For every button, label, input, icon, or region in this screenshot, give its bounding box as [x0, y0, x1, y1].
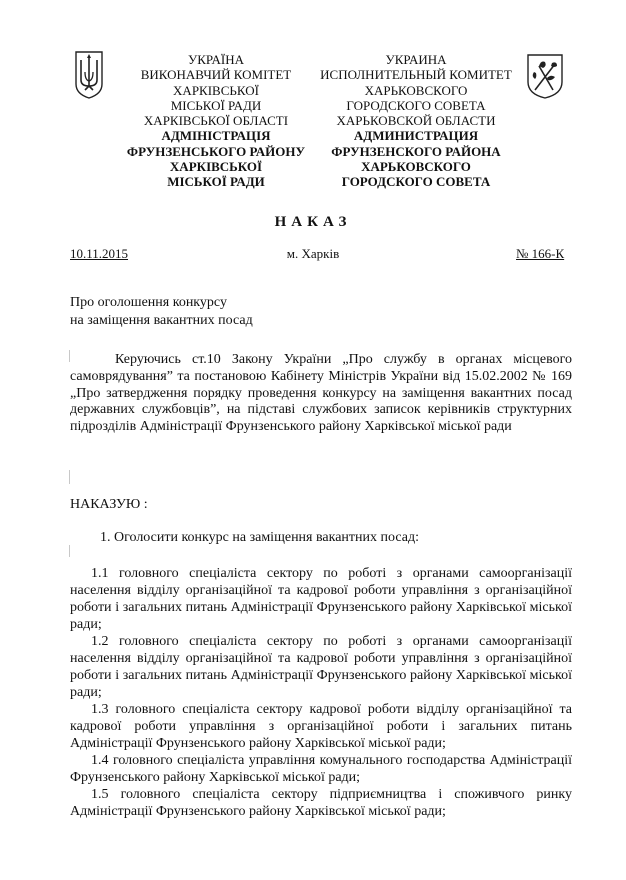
header-line: УКРАЇНА [188, 52, 244, 67]
header-line: ХАРКІВСЬКОЇ ОБЛАСТІ [143, 113, 289, 129]
order-sub-item: 1.1 головного спеціаліста сектору по роботі з органами самоорганізації населення відділу організаційної та кадрової роботи управління з організаційної роботи і загальних питань Адміністрації Фрунзенського району Харківської міської ради; [70, 566, 572, 632]
subject-line: Про оголошення конкурсу [70, 295, 227, 310]
header-line: АДМІНІСТРАЦІЯ [161, 128, 271, 144]
header-line: ГОРОДСКОГО СОВЕТА [346, 97, 486, 113]
header-line: ФРУНЗЕНСЬКОГО РАЙОНУ [126, 143, 306, 159]
header-line: ВИКОНАВЧИЙ КОМІТЕТ [140, 67, 292, 83]
header-line: ГОРОДСКОГО СОВЕТА [341, 174, 491, 190]
header-line: ФРУНЗЕНСКОГО РАЙОНА [331, 143, 501, 159]
preamble-text: Керуючись ст.10 Закону України „Про службу в органах місцевого самоврядування” та постановою Кабінету Міністрів України від 15.02.2002 № 169 „Про затвердження порядку проведення конкурсу на заміщення вакантних посад державних службовців”, на підставі службових записок керівників структурних підрозділів Адміністрації Фрунзенського району Харківської міської ради [70, 352, 572, 435]
preamble-paragraph [70, 352, 572, 436]
order-sub-item: 1.3 головного спеціаліста сектору кадрової роботи відділу організаційної та кадрової роботи управління з організаційної роботи і загальних питань Адміністрації Фрунзенського району Харківської міської ради; [70, 702, 572, 751]
document-subject [70, 294, 253, 329]
document-date: 10.11.2015 [70, 246, 129, 261]
order-sub-item: 1.5 головного спеціаліста сектору підприємництва і споживчого ринку Адміністрації Фрунзенського району Харківської міської ради; [70, 787, 572, 819]
order-heading: НАКАЗУЮ : [70, 497, 148, 512]
document-title: НАКАЗ [274, 214, 352, 230]
document-city: м. Харків [286, 246, 340, 261]
header-russian [316, 52, 516, 190]
header-line: ХАРЬКОВСКОГО [361, 159, 471, 175]
trident-coat-of-arms-icon [74, 50, 104, 100]
kharkiv-coat-of-arms-icon [525, 52, 565, 100]
order-sub-item: 1.4 головного спеціаліста управління комунального господарства Адміністрації Фрунзенського району Харківської міської ради; [70, 753, 572, 785]
header-line: ХАРЬКОВСКОГО [364, 82, 468, 98]
order-sub-item: 1.2 головного спеціаліста сектору по роботі з органами самоорганізації населення відділу організаційної та кадрової роботи управління з організаційної роботи і загальних питань Адміністрації Фрунзенського району Харківської міської ради; [70, 634, 572, 700]
header-line: ХАРКІВСЬКОЇ [173, 82, 259, 98]
header-line: ИСПОЛНИТЕЛЬНЫЙ КОМИТЕТ [320, 67, 512, 83]
scan-speck [69, 545, 70, 557]
header-line: ХАРЬКОВСКОЙ ОБЛАСТИ [336, 113, 496, 129]
header-line: АДМИНИСТРАЦИЯ [353, 128, 479, 144]
document-number: № 166-К [516, 246, 565, 261]
header-ukrainian [118, 52, 314, 190]
scan-speck [69, 470, 70, 484]
header-line: ХАРКІВСЬКОЇ [169, 159, 263, 175]
header-line: МІСЬКОЇ РАДИ [167, 174, 265, 190]
order-item-main: 1. Оголосити конкурс на заміщення вакантних посад: [100, 530, 419, 545]
subject-line: на заміщення вакантних посад [70, 312, 253, 328]
header-line: УКРАИНА [385, 52, 447, 67]
header-line: МІСЬКОЇ РАДИ [170, 97, 262, 113]
